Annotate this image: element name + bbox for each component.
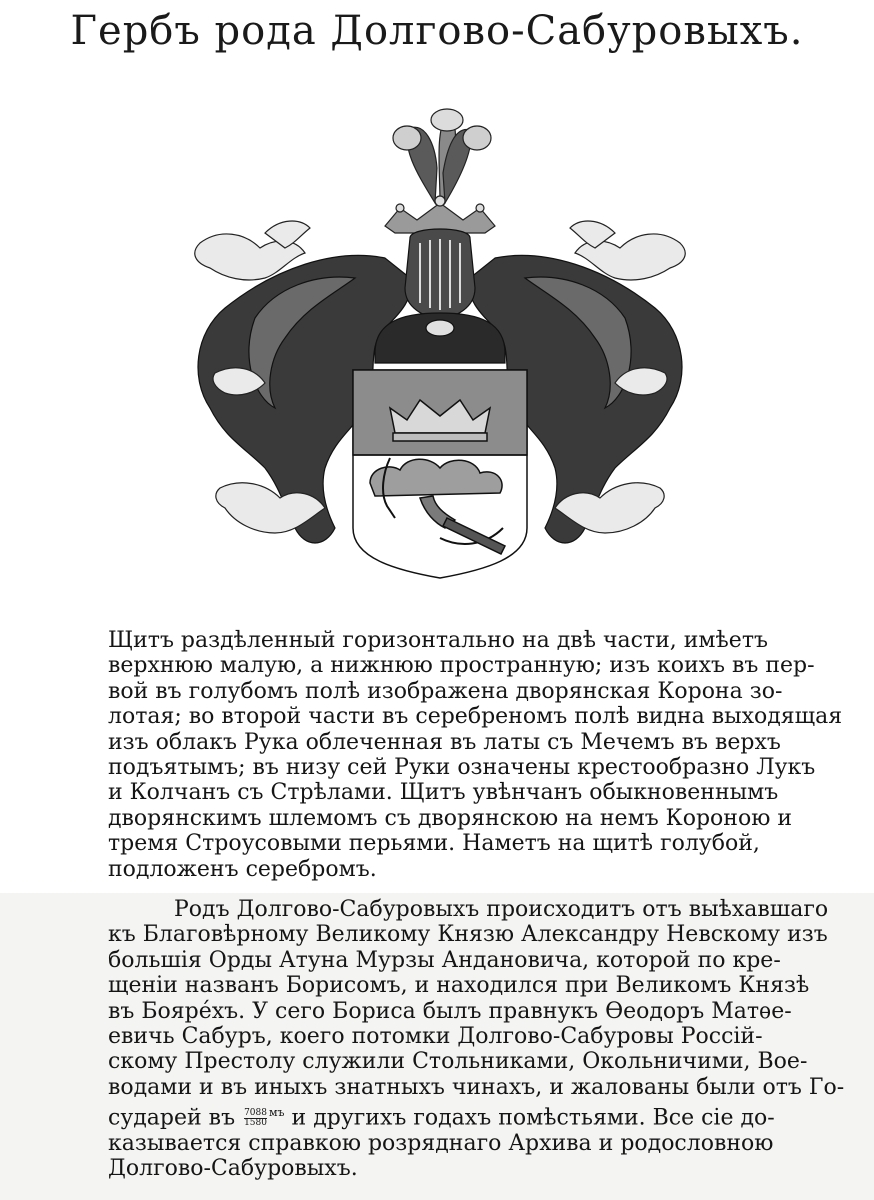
blazon-line: подложенъ серебромъ. <box>108 856 377 882</box>
blazon-line: дворянскимъ шлемомъ съ дворянскою на немъ Короною и <box>108 805 792 831</box>
lineage-line: скому Престолу служили Стольниками, Окольничими, Вое- <box>108 1049 808 1075</box>
lineage-line: Родъ Долгово-Сабуровыхъ происходитъ отъ выѣхавшаго <box>174 897 829 922</box>
lineage-line: казывается справкою розряднаго Архива и родословною <box>108 1130 774 1156</box>
page-title: Гербъ рода Долгово-Сабуровыхъ. <box>70 8 804 54</box>
line-text: и другихъ годахъ помѣстьями. Все сіе до- <box>291 1105 775 1131</box>
shield <box>353 370 527 578</box>
lineage-line: большія Орды Атуна Мурзы Андановича, которой по кре- <box>108 947 781 973</box>
lineage-line: евичь Сабуръ, коего потомки Долгово-Сабуровы Россій- <box>108 1024 763 1050</box>
coat-of-arms-illustration <box>185 108 695 588</box>
line-text: сударей въ <box>108 1105 236 1131</box>
paragraph-blazon <box>108 628 843 882</box>
helmet-crown <box>385 196 495 233</box>
blazon-line: изъ облакъ Рука облеченная въ латы съ Мечемъ въ верхъ <box>108 729 781 755</box>
fraction-numerator: 7088 <box>244 1108 267 1119</box>
lineage-line: щеніи названъ Борисомъ, и находился при Великомъ Князѣ <box>108 973 810 999</box>
lineage-line-with-year <box>108 1100 833 1131</box>
fraction-denominator: 1580 <box>244 1118 267 1129</box>
lineage-line: въ Бояре́хъ. У сего Бориса былъ правнукъ Ѳеодоръ Матѳе- <box>108 998 792 1024</box>
paragraph-lineage <box>108 897 845 1182</box>
fraction-suffix: мъ <box>268 1106 285 1120</box>
blazon-line: верхнюю малую, а нижнюю пространную; изъ коихъ въ пер- <box>108 653 815 679</box>
blazon-line: подъятымъ; въ низу сей Руки означены крестообразно Лукъ <box>108 755 816 781</box>
lineage-line: Долгово-Сабуровыхъ. <box>108 1156 358 1182</box>
blazon-line: и Колчанъ съ Стрѣлами. Щитъ увѣнчанъ обыкновеннымъ <box>108 780 779 806</box>
blazon-line: вой въ голубомъ полѣ изображена дворянская Корона зо- <box>108 678 783 704</box>
year-fraction <box>244 1109 267 1128</box>
blazon-line: лотая; во второй части въ серебреномъ полѣ видна выходящая <box>108 704 843 730</box>
lineage-line: къ Благовѣрному Великому Князю Александру Невскому изъ <box>108 922 828 948</box>
blazon-line: тремя Строусовыми перьями. Наметъ на щитѣ голубой, <box>108 831 760 857</box>
ostrich-feathers <box>393 109 491 203</box>
lineage-line: водами и въ иныхъ знатныхъ чинахъ, и жалованы были отъ Го- <box>108 1074 845 1100</box>
blazon-line: Щитъ раздѣленный горизонтально на двѣ части, имѣетъ <box>108 628 768 653</box>
